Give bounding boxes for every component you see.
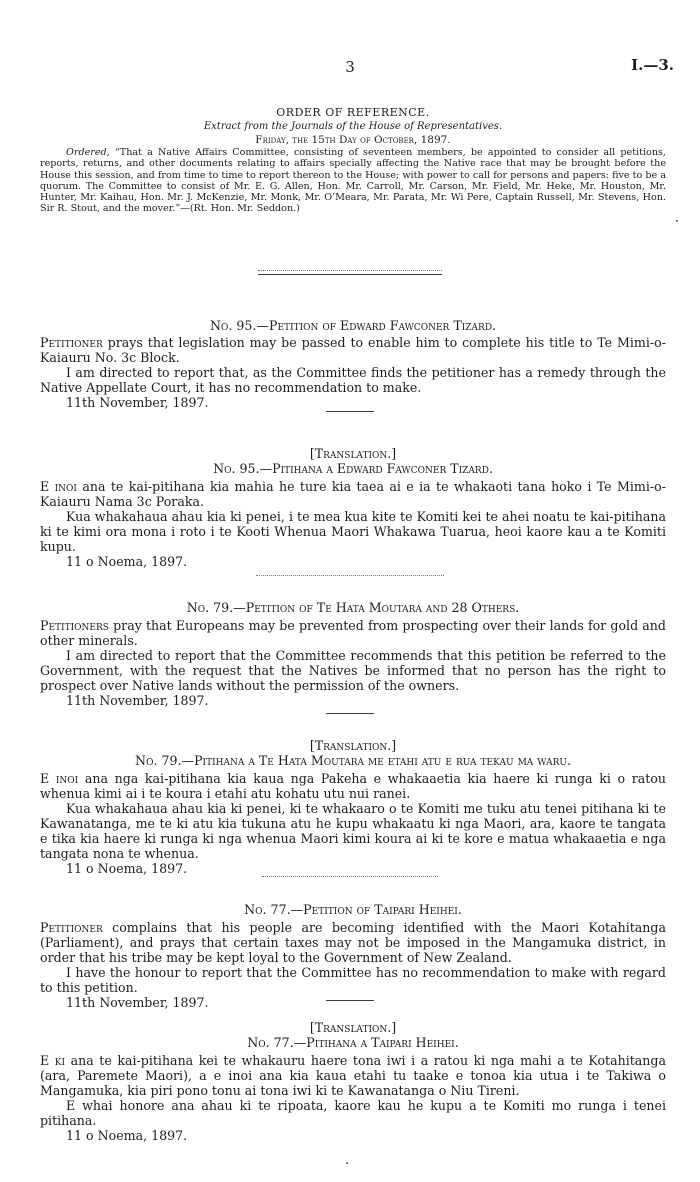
translation-label: [Translation.]	[309, 446, 397, 461]
petition-prayer	[40, 479, 666, 509]
ordered-word: Ordered,	[66, 147, 110, 158]
order-date: Friday, the 15th Day of October, 1897.	[255, 134, 451, 146]
committee-report: Kua whakahaua ahau kia ki penei, i te mea kua kite te Komiti kei te ahei noatu te kai-pitihana ki te kimi ora mona i roto i te Kooti Whenua Maori Whakawa Tuarua, heoi kaore kau a te Komiti kupu.	[40, 509, 666, 554]
petition-heading: No. 79.—Petition of Te Hata Moutara and 28 Others.	[186, 600, 520, 615]
committee-report: E whai honore ana ahau ki te ripoata, kaore kau he kupu a te Komiti mo runga i tenei pitihana.	[40, 1098, 666, 1128]
petition-heading: No. 79.—Pitihana a Te Hata Moutara me etahi atu e rua tekau ma waru.	[135, 753, 571, 768]
petition-79	[40, 600, 666, 708]
petition-95	[40, 318, 666, 410]
translation-label: [Translation.]	[309, 738, 397, 753]
committee-report: I am directed to report that the Committee recommends that this petition be referred to the Government, with the request that the Natives be informed that no person has the right to prospect over Native lands without the permission of the owners.	[40, 648, 666, 693]
petition-lead: Petitioner	[40, 920, 103, 935]
petition-heading: No. 77.—Petition of Taipari Heihei.	[244, 902, 462, 917]
petition-prayer-text: pray that Europeans may be prevented from prospecting over their lands for gold and other minerals.	[40, 618, 666, 648]
petition-prayer-text: complains that his people are becoming identified with the Maori Kotahitanga (Parliament), and prays that certain taxes may not be imposed in the Mangamuka district, in order that his tribe may be kept loyal to the Government of New Zealand.	[40, 920, 666, 965]
section-divider	[258, 274, 442, 275]
section-divider	[258, 270, 442, 271]
committee-report: I am directed to report that, as the Committee finds the petitioner has a remedy through the Native Appellate Court, it has no recommendation to make.	[40, 365, 666, 395]
petition-prayer	[40, 920, 666, 965]
report-date: 11th November, 1897.	[66, 693, 209, 708]
report-date: 11 o Noema, 1897.	[66, 554, 188, 569]
stray-mark	[346, 1162, 348, 1164]
petition-prayer	[40, 1053, 666, 1098]
petition-95-translation	[40, 446, 666, 569]
petition-prayer	[40, 618, 666, 648]
committee-report: I have the honour to report that the Committee has no recommendation to make with regard to this petition.	[40, 965, 666, 995]
section-divider	[262, 876, 438, 877]
petition-prayer-text: ana te kai-pitihana kei te whakauru haere tona iwi i a ratou ki nga mahi a te Kotahitanga (ara, Paremete Maori), a e inoi ana kia kaua etahi tu taake e tonoa kia utua i te Takiwa o Mangamuka, kia piri pono tonu ai tona iwi ki te Kawanatanga o Niu Tireni.	[40, 1053, 666, 1098]
petition-77-translation	[40, 1020, 666, 1143]
petition-prayer	[40, 335, 666, 365]
paper-reference: I.—3.	[631, 56, 674, 74]
order-title: ORDER OF REFERENCE.	[276, 106, 430, 119]
petition-77	[40, 902, 666, 1010]
petition-heading: No. 95.—Petition of Edward Fawconer Tizard.	[209, 318, 497, 333]
petition-lead: E inoi	[40, 771, 79, 786]
translation-label: [Translation.]	[309, 1020, 397, 1035]
report-date: 11 o Noema, 1897.	[66, 1128, 188, 1143]
page-number: 3	[345, 58, 355, 76]
order-text	[40, 147, 666, 215]
short-divider	[326, 713, 374, 714]
stray-mark	[676, 220, 678, 222]
section-divider	[256, 575, 444, 576]
petition-heading: No. 95.—Pitihana a Edward Fawconer Tizard.	[213, 461, 493, 476]
order-body: “That a Native Affairs Committee, consisting of seventeen members, be appointed to consider all petitions, reports, returns, and other documents relating to affairs specially affecting the Native race that may be brought before the House this session, and from time to time to report thereon to the House; with power to call for persons and papers: five to be a quorum. The Committee to consist of Mr. E. G. Allen, Hon. Mr. Carroll, Mr. Carson, Mr. Field, Mr. Heke, Mr. Houston, Mr. Hunter, Mr. Kaihau, Hon. Mr. J. McKenzie, Mr. Monk, Mr. O’Meara, Mr. Parata, Mr. Wi Pere, Captain Russell, Mr. Stevens, Hon. Sir R. Stout, and the mover.”—(Rt. Hon. Mr. Seddon.)	[40, 147, 666, 215]
short-divider	[326, 1000, 374, 1001]
committee-report: Kua whakahaua ahau kia ki penei, ki te whakaaro o te Komiti me tuku atu tenei pitihana ki te Kawanatanga, me te ki atu kia tukuna atu he kupu whakaatu ki nga Maori, ara, kaore te tangata e tika kia haere ki runga ki nga whenua Maori kimi koura ai ki te kore e matua whakaaetia e nga tangata nona te whenua.	[40, 801, 666, 861]
petition-heading: No. 77.—Pitihana a Taipari Heihei.	[247, 1035, 459, 1050]
petition-lead: E inoi	[40, 479, 77, 494]
short-divider	[326, 411, 374, 412]
petition-prayer	[40, 771, 666, 801]
petition-prayer-text: ana te kai-pitihana kia mahia he ture kia taea ai e ia te whakaoti tana hoko i Te Mimi-o-Kaiauru Nama 3c Poraka.	[40, 479, 666, 509]
petition-lead: Petitioners	[40, 618, 109, 633]
petition-79-translation	[40, 738, 666, 876]
report-date: 11th November, 1897.	[66, 395, 209, 410]
report-date: 11th November, 1897.	[66, 995, 209, 1010]
petition-lead: E ki	[40, 1053, 66, 1068]
petition-prayer-text: prays that legislation may be passed to enable him to complete his title to Te Mimi-o-Kaiauru No. 3c Block.	[40, 335, 666, 365]
petition-lead: Petitioner	[40, 335, 103, 350]
petition-prayer-text: ana nga kai-pitihana kia kaua nga Pakeha e whakaaetia kia haere ki runga ki o ratou whenua kimi ai i te koura i etahi atu kohatu utu nui ranei.	[40, 771, 666, 801]
report-date: 11 o Noema, 1897.	[66, 861, 188, 876]
order-of-reference	[40, 106, 666, 215]
order-extract: Extract from the Journals of the House of Representatives.	[203, 121, 503, 132]
